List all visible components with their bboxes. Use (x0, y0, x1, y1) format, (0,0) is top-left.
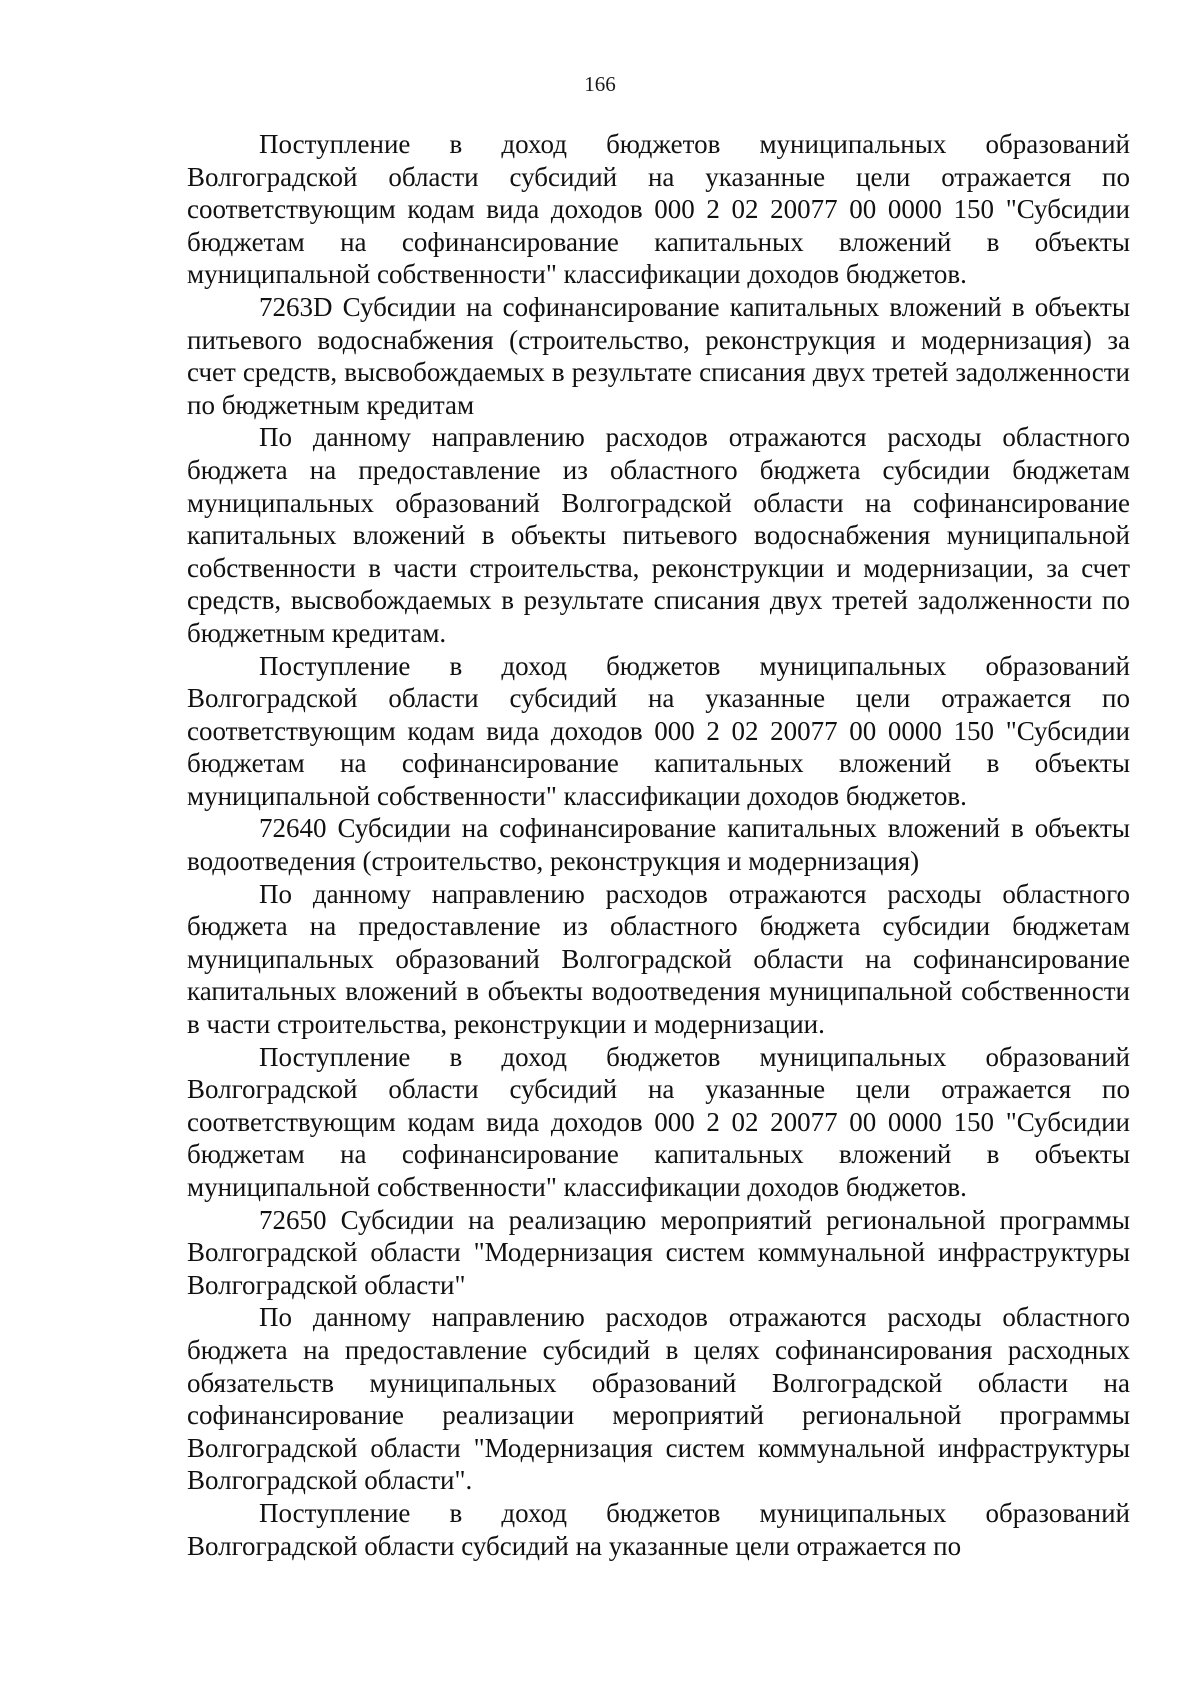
page-number: 166 (584, 72, 616, 96)
paragraph-description-7263d: По данному направлению расходов отражаются расходы областного бюджета на предоставление из областного бюджета субсидии бюджетам муниципальных образований Волгоградской области на софинансирование капитальных вложений в объекты питьевого водоснабжения муниципальной собственности в части строительства, реконструкции и модернизации, за счет средств, высвобождаемых в результате списания двух третей задолженности по бюджетным кредитам. (187, 422, 1130, 648)
paragraph-heading-72640: 72640 Субсидии на софинансирование капитальных вложений в объекты водоотведения (строительство, реконструкция и модернизация) (187, 813, 1130, 877)
document-body (187, 128, 1130, 1562)
paragraph-revenue-note-2: Поступление в доход бюджетов муниципальных образований Волгоградской области субсидий на указанные цели отражается по соответствующим кодам вида доходов 000 2 02 20077 00 0000 150 "Субсидии бюджетам на софинансирование капитальных вложений в объекты муниципальной собственности" классификации доходов бюджетов. (187, 650, 1130, 811)
paragraph-revenue-note-4: Поступление в доход бюджетов муниципальных образований Волгоградской области субсидий на указанные цели отражается по (187, 1497, 1130, 1561)
paragraph-revenue-note-1: Поступление в доход бюджетов муниципальных образований Волгоградской области субсидий на указанные цели отражается по соответствующим кодам вида доходов 000 2 02 20077 00 0000 150 "Субсидии бюджетам на софинансирование капитальных вложений в объекты муниципальной собственности" классификации доходов бюджетов. (187, 129, 1130, 290)
paragraph-description-72650: По данному направлению расходов отражаются расходы областного бюджета на предоставление субсидий в целях софинансирования расходных обязательств муниципальных образований Волгоградской области на софинансирование реализации мероприятий региональной программы Волгоградской области "Модернизация систем коммунальной инфраструктуры Волгоградской области". (187, 1302, 1130, 1496)
paragraph-description-72640: По данному направлению расходов отражаются расходы областного бюджета на предоставление из областного бюджета субсидии бюджетам муниципальных образований Волгоградской области на софинансирование капитальных вложений в объекты водоотведения муниципальной собственности в части строительства, реконструкции и модернизации. (187, 878, 1130, 1040)
paragraph-heading-72650: 72650 Субсидии на реализацию мероприятий региональной программы Волгоградской области "Модернизация систем коммунальной инфраструктуры Волгоградской области" (187, 1204, 1130, 1300)
paragraph-heading-7263d: 7263D Субсидии на софинансирование капитальных вложений в объекты питьевого водоснабжения (строительство, реконструкция и модернизация) за счет средств, высвобождаемых в результате списания двух третей задолженности по бюджетным кредитам (187, 291, 1130, 420)
paragraph-revenue-note-3: Поступление в доход бюджетов муниципальных образований Волгоградской области субсидий на указанные цели отражается по соответствующим кодам вида доходов 000 2 02 20077 00 0000 150 "Субсидии бюджетам на софинансирование капитальных вложений в объекты муниципальной собственности" классификации доходов бюджетов. (187, 1041, 1130, 1202)
